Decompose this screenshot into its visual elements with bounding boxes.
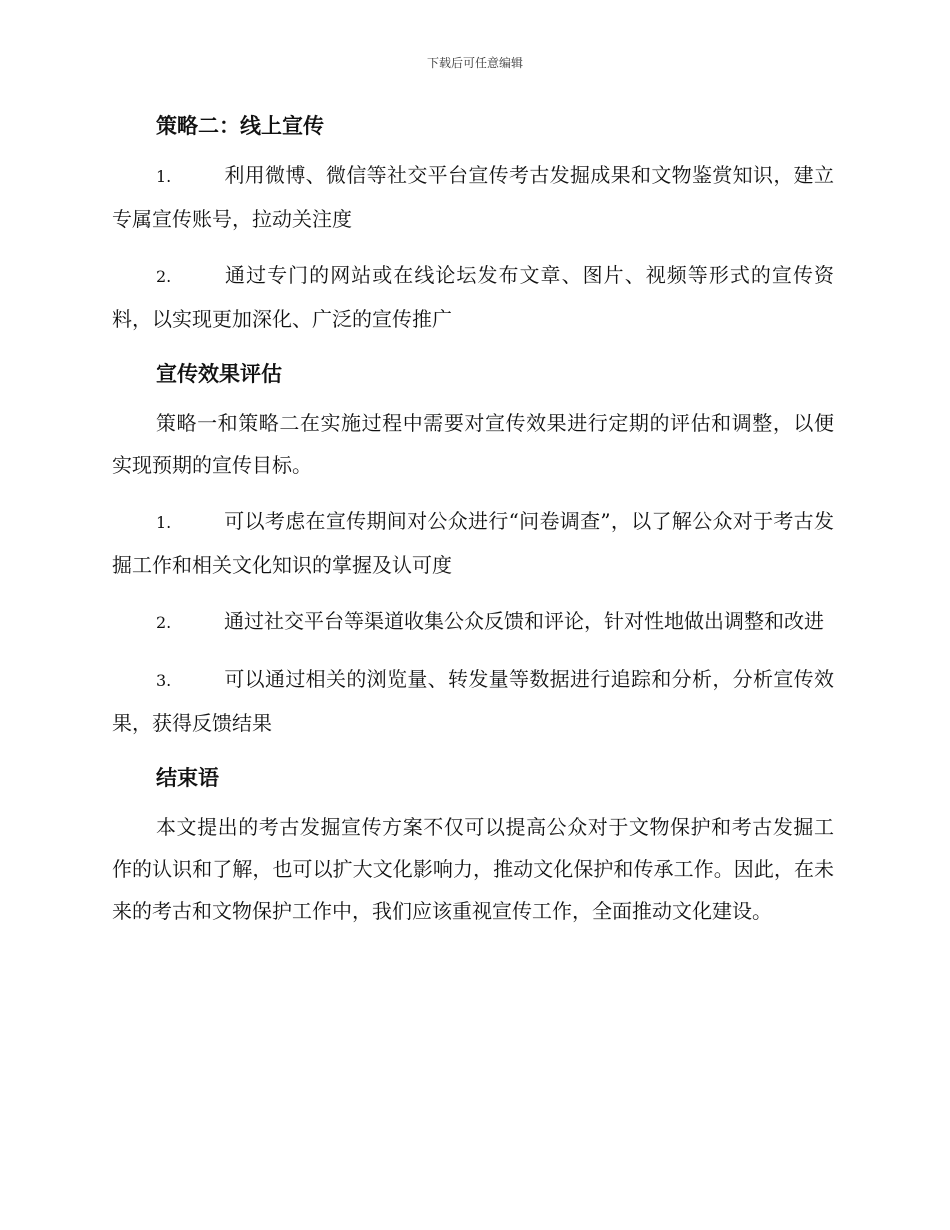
list-item	[112, 154, 834, 240]
conclusion-paragraph: 本文提出的考古发掘宣传方案不仅可以提高公众对于文物保护和考古发掘工作的认识和了解，也可以扩大文化影响力，推动文化保护和传承工作。因此，在未来的考古和文物保护工作中，我们应该重视宣传工作，全面推动文化建设。	[112, 815, 834, 923]
list-item	[112, 500, 834, 586]
list-item-text: 可以考虑在宣传期间对公众进行“问卷调查”，以了解公众对于考古发掘工作和相关文化知识的掌握及认可度	[112, 509, 834, 577]
page-header: 下载后可任意编辑	[426, 56, 523, 70]
evaluation-intro-paragraph: 策略一和策略二在实施过程中需要对宣传效果进行定期的评估和调整，以便实现预期的宣传目标。	[112, 411, 834, 477]
list-item-text: 通过专门的网站或在线论坛发布文章、图片、视频等形式的宣传资料，以实现更加深化、广泛的宣传推广	[112, 263, 834, 331]
list-item-text: 可以通过相关的浏览量、转发量等数据进行追踪和分析，分析宣传效果，获得反馈结果	[112, 667, 834, 735]
list-number: 1.	[156, 167, 172, 186]
list-item	[112, 600, 834, 644]
section-heading-evaluation: 宣传效果评估	[156, 362, 282, 386]
list-item	[112, 254, 834, 340]
list-item	[112, 658, 834, 744]
section-heading-conclusion: 结束语	[156, 766, 219, 790]
list-number: 2.	[156, 267, 172, 286]
list-number: 3.	[156, 671, 172, 690]
list-item-text: 利用微博、微信等社交平台宣传考古发掘成果和文物鉴赏知识，建立专属宣传账号，拉动关注度	[112, 163, 834, 231]
document-body	[112, 106, 834, 946]
list-number: 2.	[156, 613, 172, 632]
section-heading-online-promotion: 策略二：线上宣传	[156, 114, 324, 138]
list-item-text: 通过社交平台等渠道收集公众反馈和评论，针对性地做出调整和改进	[224, 609, 824, 633]
list-number: 1.	[156, 513, 172, 532]
